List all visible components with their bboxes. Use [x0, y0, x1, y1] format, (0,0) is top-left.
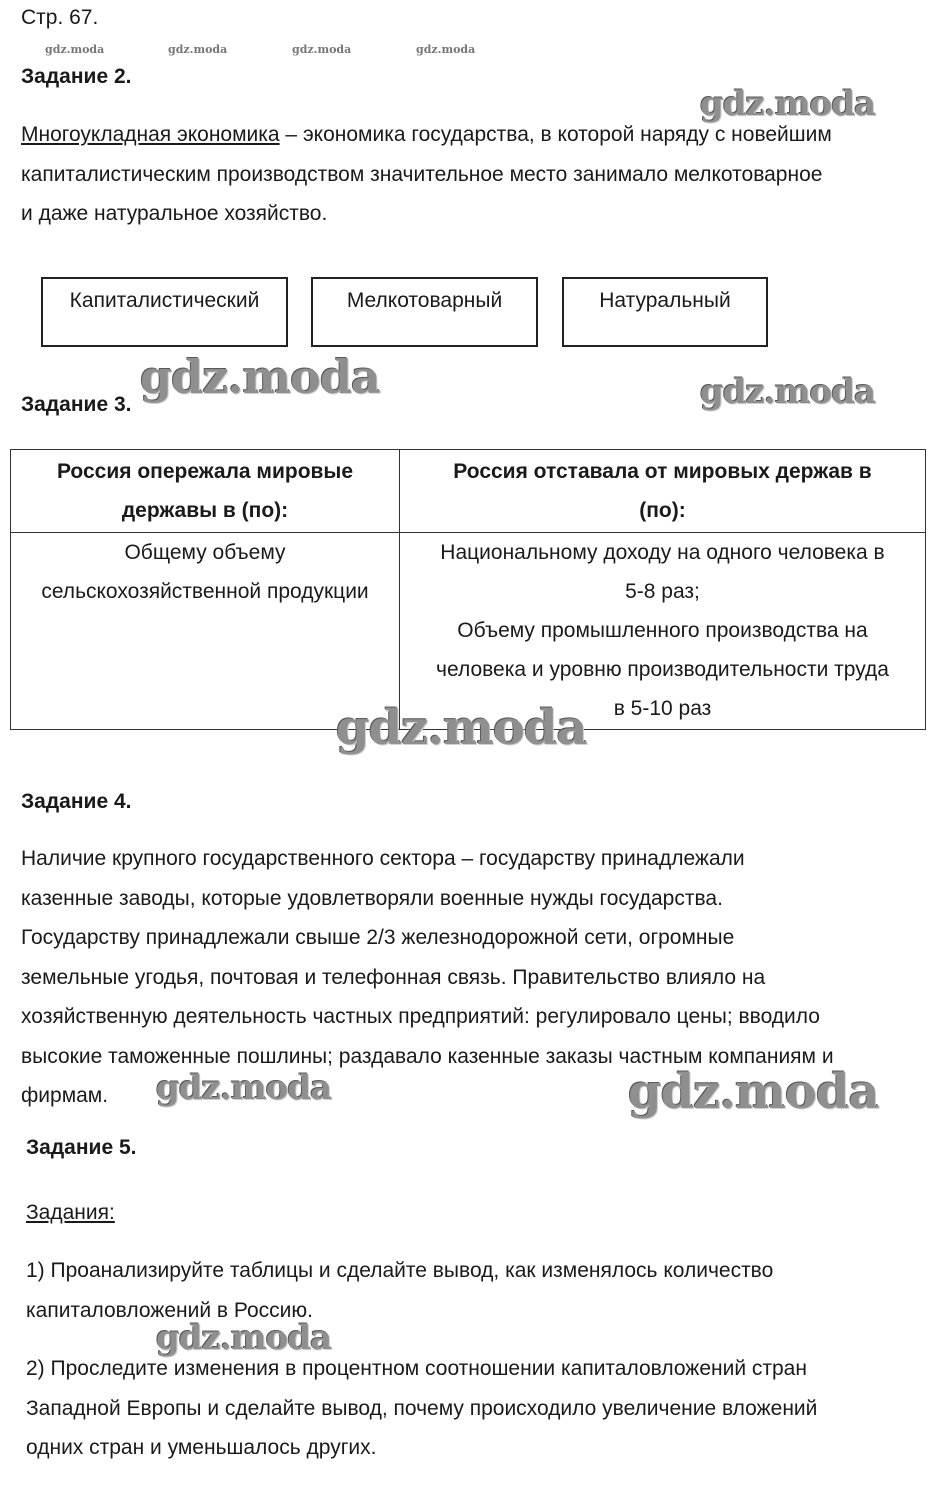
watermark-small-4: gdz.moda: [416, 43, 476, 56]
task2-heading: Задание 2.: [21, 65, 132, 88]
task5-subheading: Задания:: [26, 1201, 115, 1224]
task2-definition: [21, 115, 921, 234]
task5-item-1: 1) Проанализируйте таблицы и сделайте вывод, как изменялось количество капиталовложений в Россию.: [26, 1259, 774, 1322]
table-header-ahead: Россия опережала мировые державы в (по):: [11, 450, 400, 533]
box-capitalist: Капиталистический: [41, 277, 288, 347]
task3-heading: Задание 3.: [21, 393, 132, 416]
table-cell-ahead: Общему объему сельскохозяйственной продукции: [11, 533, 400, 730]
term: Многоукладная экономика: [21, 123, 280, 146]
watermark-small-1: gdz.moda: [45, 43, 105, 56]
watermark: gdz.moda: [700, 84, 876, 124]
watermark-small-2: gdz.moda: [168, 43, 228, 56]
task4-heading: Задание 4.: [21, 790, 132, 813]
watermark: gdz.moda: [140, 350, 380, 404]
table-header-behind: Россия отставала от мировых держав в (по):: [400, 450, 926, 533]
watermark: gdz.moda: [628, 1064, 879, 1120]
watermark: gdz.moda: [336, 700, 587, 756]
watermark: gdz.moda: [156, 1318, 332, 1358]
watermark-small-3: gdz.moda: [292, 43, 352, 56]
watermark: gdz.moda: [156, 1068, 332, 1108]
page-number: Стр. 67.: [21, 6, 99, 29]
task4-text: Наличие крупного государственного сектора – государству принадлежали казенные заводы, которые удовлетворяли военные нужды государства. Государству принадлежали свыше 2/3 железнодорожной сети, огромные земельные угодья, почтовая и телефонная связь. Правительство влияло на хозяйственную деятельность частных предприятий: регулировало цены; вводило высокие таможенные пошлины; раздавало казенные заказы частным компаниям и фирмам.: [21, 847, 834, 1107]
box-small-commodity: Мелкотоварный: [311, 277, 538, 347]
definition-line-2: капиталистическим производством значительное место занимало мелкотоварное: [21, 162, 823, 186]
definition-line-3: и даже натуральное хозяйство.: [21, 202, 328, 225]
task5-heading: Задание 5.: [26, 1136, 137, 1159]
comparison-table: [10, 449, 926, 730]
box-natural: Натуральный: [562, 277, 768, 347]
definition-line-1: – экономика государства, в которой наряду с новейшим: [279, 123, 832, 146]
watermark: gdz.moda: [700, 372, 876, 412]
task5-item-2: 2) Проследите изменения в процентном соотношении капиталовложений стран Западной Европы и сделайте вывод, почему происходило увеличение вложений одних стран и уменьшалось других.: [26, 1357, 818, 1459]
table-cell-behind: Национальному доходу на одного человека в 5-8 раз; Объему промышленного производства на человека и уровню производительности труда в 5-10 раз: [400, 533, 926, 730]
table-header-row: [11, 450, 926, 533]
